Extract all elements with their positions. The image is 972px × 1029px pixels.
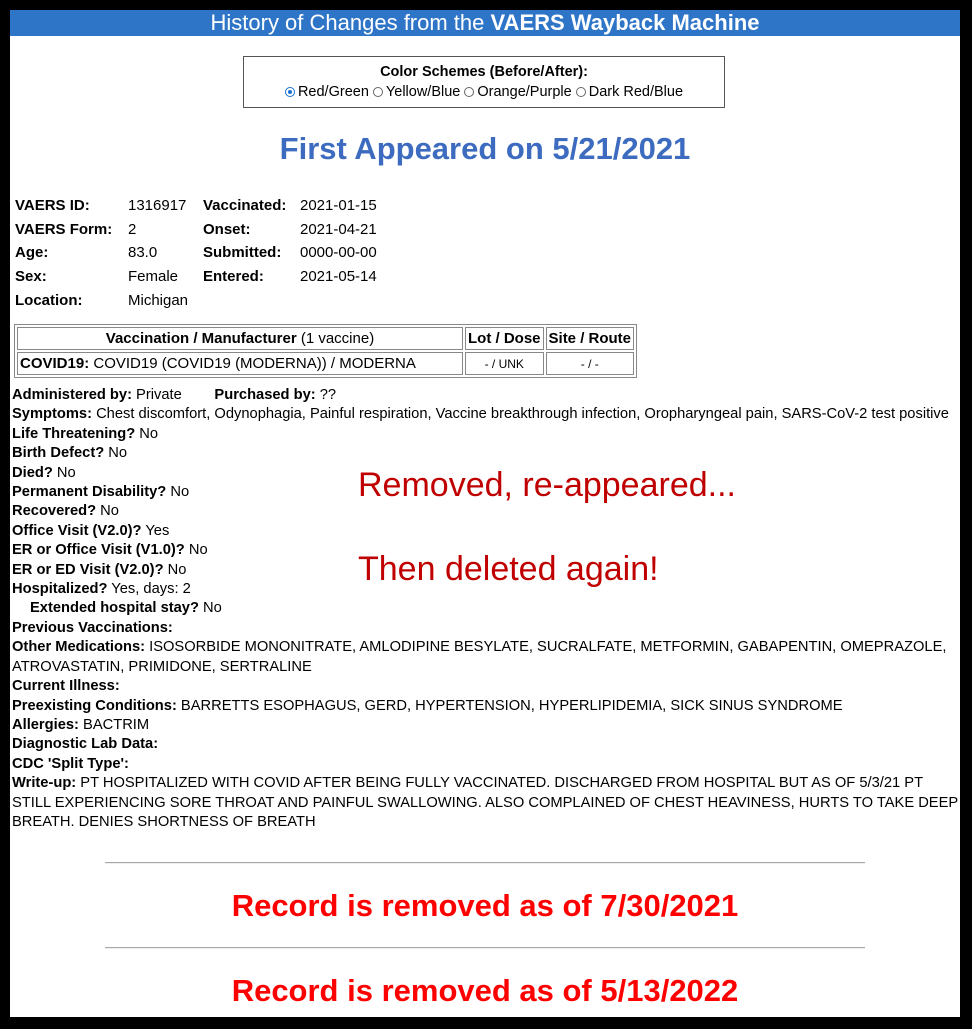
office-visit-row: Office Visit (V2.0)? Yes bbox=[12, 522, 170, 539]
vaers-form-label: VAERS Form: bbox=[15, 220, 113, 238]
radio-selected-icon[interactable] bbox=[285, 87, 295, 97]
vaers-id-value: 1316917 bbox=[128, 197, 187, 215]
color-scheme-selector bbox=[243, 56, 725, 108]
table-row bbox=[17, 352, 634, 375]
divider bbox=[105, 947, 865, 949]
er-ed-visit-row: ER or ED Visit (V2.0)? No bbox=[12, 561, 187, 578]
lot-dose-cell: - / UNK bbox=[465, 352, 544, 375]
recovered-row: Recovered? No bbox=[12, 503, 119, 520]
split-type-row: CDC 'Split Type': bbox=[12, 755, 129, 772]
header-title-prefix: History of Changes from the bbox=[210, 10, 491, 35]
life-threatening-row: Life Threatening? No bbox=[12, 425, 159, 442]
entered-value: 2021-05-14 bbox=[300, 268, 377, 286]
scheme-option-dark-red-blue[interactable]: Dark Red/Blue bbox=[576, 84, 683, 100]
vaccinated-value: 2021-01-15 bbox=[300, 197, 377, 215]
column-header-site-route: Site / Route bbox=[546, 327, 635, 350]
age-value: 83.0 bbox=[128, 244, 158, 262]
site-route-cell: - / - bbox=[546, 352, 635, 375]
other-medications-row: Other Medications: ISOSORBIDE MONONITRATE, AMLODIPINE BESYLATE, SUCRALFATE, METFORMIN, GABAPENTIN, OMEPRAZOLE, ATROVASTATIN, PRIMIDONE, SERTRALINE bbox=[12, 639, 947, 675]
vaccinated-label: Vaccinated: bbox=[203, 197, 287, 215]
symptoms-row: Symptoms: Chest discomfort, Odynophagia, Painful respiration, Vaccine breakthrough infection, Oropharyngeal pain, SARS-CoV-2 test positive bbox=[12, 406, 949, 423]
previous-vaccinations-row: Previous Vaccinations: bbox=[12, 619, 173, 636]
header-title-bold: VAERS Wayback Machine bbox=[490, 10, 760, 35]
radio-icon[interactable] bbox=[373, 87, 383, 97]
sex-value: Female bbox=[128, 268, 179, 286]
onset-label: Onset: bbox=[203, 220, 251, 238]
vaccine-cell: COVID19: COVID19 (COVID19 (MODERNA)) / MODERNA bbox=[17, 352, 463, 375]
preexisting-conditions-row: Preexisting Conditions: BARRETTS ESOPHAGUS, GERD, HYPERTENSION, HYPERLIPIDEMIA, SICK SINUS SYNDROME bbox=[12, 697, 843, 714]
page-frame bbox=[10, 10, 960, 1017]
sex-label: Sex: bbox=[15, 268, 47, 286]
age-label: Age: bbox=[15, 244, 49, 262]
location-label: Location: bbox=[15, 291, 83, 309]
annotation-line-2: Then deleted again! bbox=[358, 550, 659, 588]
column-header-lot-dose: Lot / Dose bbox=[465, 327, 544, 350]
birth-defect-row: Birth Defect? No bbox=[12, 445, 128, 462]
scheme-option-yellow-blue[interactable]: Yellow/Blue bbox=[373, 84, 460, 100]
radio-icon[interactable] bbox=[576, 87, 586, 97]
report-details bbox=[12, 386, 958, 832]
radio-icon[interactable] bbox=[464, 87, 474, 97]
scheme-option-red-green[interactable]: Red/Green bbox=[285, 84, 369, 100]
column-header-vaccination: Vaccination / Manufacturer (1 vaccine) bbox=[17, 327, 463, 350]
vaers-id-label: VAERS ID: bbox=[15, 197, 90, 215]
entered-label: Entered: bbox=[203, 268, 264, 286]
page-header bbox=[10, 10, 960, 36]
vaccination-table bbox=[14, 324, 637, 378]
submitted-label: Submitted: bbox=[203, 244, 282, 262]
location-value: Michigan bbox=[128, 291, 189, 309]
died-row: Died? No bbox=[12, 464, 76, 481]
extended-stay-row: Extended hospital stay? No bbox=[30, 600, 222, 617]
current-illness-row: Current Illness: bbox=[12, 678, 120, 695]
lab-data-row: Diagnostic Lab Data: bbox=[12, 736, 159, 753]
divider bbox=[105, 862, 865, 864]
administered-row: Administered by: Private Purchased by: ?? bbox=[12, 387, 337, 403]
color-scheme-label: Color Schemes (Before/After): bbox=[380, 64, 588, 80]
hospitalized-row: Hospitalized? Yes, days: 2 bbox=[12, 581, 191, 598]
record-info-table bbox=[14, 194, 379, 312]
scheme-option-orange-purple[interactable]: Orange/Purple bbox=[464, 84, 571, 100]
writeup-row: Write-up: PT HOSPITALIZED WITH COVID AFTER BEING FULLY VACCINATED. DISCHARGED FROM HOSPITAL BUT AS OF 5/3/21 PT STILL EXPERIENCING SORE THROAT AND PAINFUL SWALLOWING. ALSO COMPLAINED OF CHEST HEAVINESS, HURTS TO TAKE DEEP BREATH. DENIES SHORTNESS OF BREATH bbox=[12, 775, 958, 830]
allergies-row: Allergies: BACTRIM bbox=[12, 716, 150, 733]
removed-status-2: Record is removed as of 5/13/2022 bbox=[231, 973, 739, 1008]
table-header-row bbox=[17, 327, 634, 350]
onset-value: 2021-04-21 bbox=[300, 220, 377, 238]
submitted-value: 0000-00-00 bbox=[300, 244, 377, 262]
er-office-visit-row: ER or Office Visit (V1.0)? No bbox=[12, 542, 208, 559]
vaers-form-value: 2 bbox=[128, 220, 137, 238]
permanent-disability-row: Permanent Disability? No bbox=[12, 484, 190, 501]
annotation-line-1: Removed, re-appeared... bbox=[358, 466, 736, 504]
first-appeared-heading: First Appeared on 5/21/2021 bbox=[279, 131, 691, 166]
removed-status-1: Record is removed as of 7/30/2021 bbox=[231, 888, 739, 923]
